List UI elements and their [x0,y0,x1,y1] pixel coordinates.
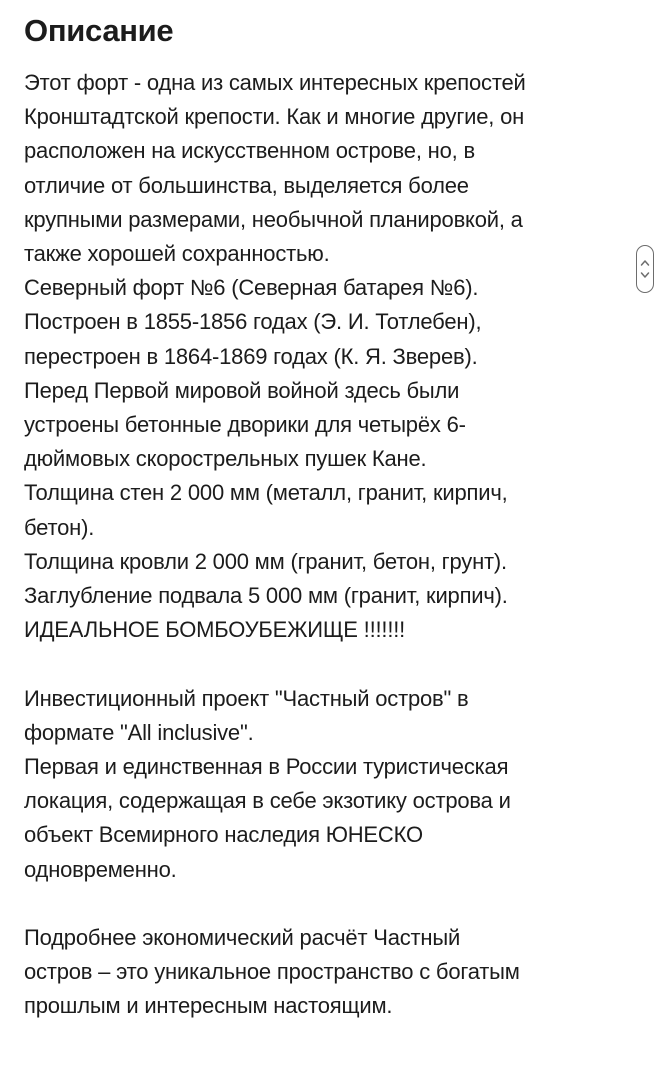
description-line: также хорошей сохранностью. [24,241,330,267]
description-line: ИДЕАЛЬНОЕ БОМБОУБЕЖИЩЕ !!!!!!! [24,617,406,643]
description-line: бетон). [24,514,95,540]
description-line: Северный форт №6 (Северная батарея №6). [24,275,479,301]
description-line: Толщина стен 2 000 мм (металл, гранит, кирпич, [24,480,508,506]
description-line: локация, содержащая в себе экзотику острова и [24,788,511,814]
description-line: устроены бетонные дворики для четырёх 6- [24,412,466,438]
fast-scroll-handle[interactable] [636,245,654,293]
description-line: формате "All inclusive". [24,719,254,745]
description-section [24,8,654,1024]
description-line: крупными размерами, необычной планировкой, а [24,206,523,232]
paragraph-gap [24,647,654,681]
description-line: Этот форт - одна из самых интересных крепостей [24,70,526,95]
section-title: Описание [24,13,174,48]
description-line: одновременно. [24,856,177,882]
description-line: Подробнее экономический расчёт Частный [24,925,461,951]
description-line: прошлым и интересным настоящим. [24,993,393,1019]
description-line: объект Всемирного наследия ЮНЕСКО [24,822,423,848]
description-line: расположен на искусственном острове, но, в [24,138,475,164]
description-text [24,66,654,1024]
description-line: Инвестиционный проект "Частный остров" в [24,685,469,711]
description-line: дюймовых скорострельных пушек Кане. [24,446,427,472]
up-down-chevron-icon [640,254,650,284]
description-line: Перед Первой мировой войной здесь были [24,377,460,403]
description-line: отличие от большинства, выделяется более [24,172,469,198]
description-line: остров – это уникальное пространство с богатым [24,959,520,985]
paragraph-gap [24,887,654,921]
description-line: перестроен в 1864-1869 годах (К. Я. Зверев). [24,343,478,369]
description-line: Заглубление подвала 5 000 мм (гранит, кирпич). [24,583,508,609]
description-line: Построен в 1855-1856 годах (Э. И. Тотлебен), [24,309,482,335]
description-line: Кронштадтской крепости. Как и многие другие, он [24,104,525,130]
description-line: Толщина кровли 2 000 мм (гранит, бетон, грунт). [24,548,507,574]
description-line: Первая и единственная в России туристическая [24,754,509,780]
